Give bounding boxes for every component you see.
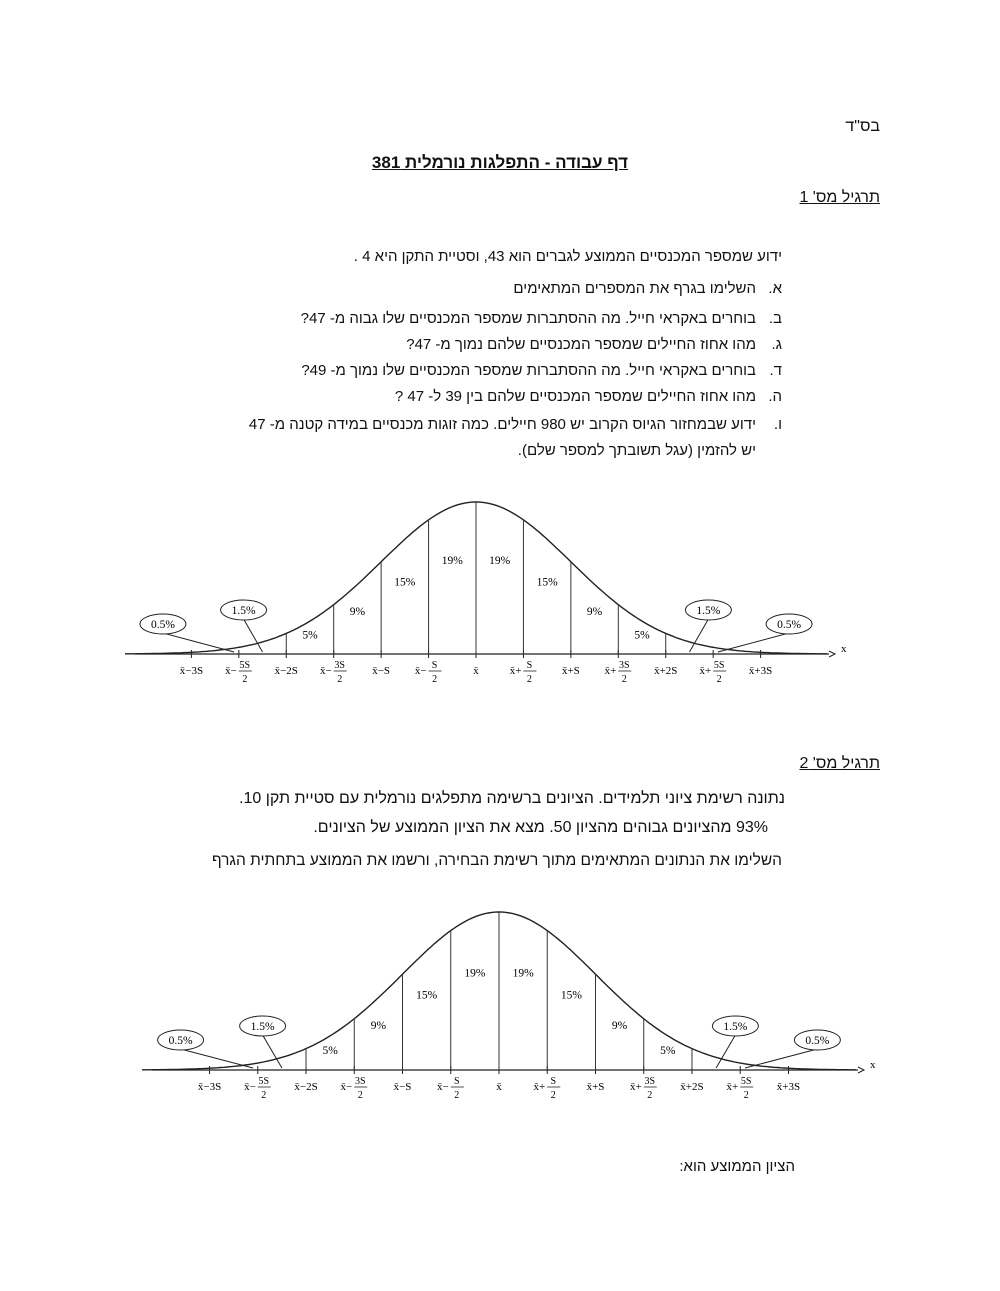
tail-label: 0.5% — [150, 619, 175, 631]
question-letter: ג. — [771, 336, 782, 353]
tick-label-den: 2 — [337, 674, 343, 685]
question-c — [406, 336, 782, 353]
region-label: 5% — [634, 629, 650, 642]
tail-callout — [718, 614, 812, 652]
tick-label-text: x̄+2S — [654, 665, 678, 677]
header-bsd: בס"ד — [845, 118, 880, 135]
tick-label — [726, 1076, 753, 1101]
exercise2-line1: נתונה רשימת ציוני תלמידים. הציונים ברשימה מתפלגים נורמלית עם סטיית תקן 10. — [239, 790, 785, 807]
tick-label-text: x̄−3S — [197, 1081, 222, 1093]
tick-label-num: S — [526, 660, 533, 671]
tick-label — [749, 665, 772, 677]
tick-label-text: x̄−S — [372, 665, 391, 677]
tick-label — [777, 1081, 800, 1093]
region-label: 15% — [394, 576, 416, 589]
region-label: 15% — [416, 989, 438, 1002]
tick-label-base: x̄− — [225, 665, 237, 677]
tick-label-text: x̄+3S — [776, 1081, 801, 1093]
tick-label — [496, 1081, 502, 1093]
tick-label-text: x̄+2S — [680, 1081, 704, 1093]
tick-label-num: 3S — [354, 1076, 366, 1087]
tick-label — [510, 660, 537, 685]
answer-label: הציון הממוצע הוא: — [679, 1158, 795, 1175]
tail-label: 0.5% — [777, 619, 802, 631]
region-label: 19% — [512, 967, 534, 980]
tick-label-base: x̄+ — [533, 1081, 546, 1093]
region-label: 5% — [322, 1044, 338, 1057]
tail-callout — [240, 1016, 286, 1068]
tail-label: 1.5% — [250, 1021, 275, 1033]
tick-label — [415, 660, 442, 685]
tail-callout — [685, 600, 731, 652]
normal-distribution-chart-1 — [115, 490, 855, 700]
question-letter: ו. — [773, 416, 782, 433]
tick-label-den: 2 — [242, 674, 248, 685]
tick-label — [198, 1081, 221, 1093]
tick-label — [372, 665, 390, 677]
question-letter: ד. — [769, 362, 782, 379]
tick-label-num: S — [431, 660, 438, 671]
tail-callout — [745, 1030, 840, 1068]
tick-label — [320, 660, 347, 685]
region-label: 9% — [611, 1019, 628, 1032]
tick-label — [534, 1076, 561, 1101]
tick-label-text: x̄+S — [561, 665, 580, 677]
question-text: בוחרים באקראי חייל. מה ההסתברות שמספר המכנסיים שלו גבוה מ- 47? — [300, 310, 756, 327]
tick-label-num: 5S — [239, 660, 251, 671]
question-text: מהו אחוז החיילים שמספר המכנסיים שלהם בין 39 ל- 47 ? — [394, 388, 756, 405]
tick-label-text: x̄−3S — [179, 665, 204, 677]
exercise1-heading: תרגיל מס' 1 — [799, 189, 880, 206]
region-label: 19% — [464, 967, 486, 980]
tick-label-den: 2 — [550, 1090, 556, 1101]
region-label: 15% — [536, 576, 558, 589]
page-title: דף עבודה - התפלגות נורמלית 381 — [371, 153, 629, 172]
tick-label-num: 5S — [740, 1076, 752, 1087]
tick-label-den: 2 — [647, 1090, 653, 1101]
tick-label-den: 2 — [454, 1090, 460, 1101]
tick-label-text: x̄+3S — [748, 665, 773, 677]
question-a — [513, 280, 782, 297]
tick-label-den: 2 — [261, 1090, 267, 1101]
tick-label-num: S — [550, 1076, 557, 1087]
tick-label-den: 2 — [432, 674, 438, 685]
tick-label-base: x̄− — [319, 665, 332, 677]
tick-label — [605, 660, 632, 685]
tick-label — [654, 665, 677, 677]
tick-label-num: 3S — [644, 1076, 656, 1087]
tick-label — [437, 1076, 464, 1101]
tail-label: 0.5% — [168, 1035, 193, 1047]
tail-label: 1.5% — [231, 605, 256, 617]
tick-label — [275, 665, 298, 677]
tick-label — [244, 1076, 271, 1101]
tick-label-text: x̄−S — [393, 1081, 412, 1093]
question-text: ידוע שבמחזור הגיוס הקרוב יש 980 חיילים. כמה זוגות מכנסיים במידה קטנה מ- 47 — [248, 416, 756, 433]
tick-label-base: x̄+ — [699, 665, 712, 677]
x-axis-arrow — [858, 1067, 864, 1073]
x-axis-label: x — [841, 643, 847, 655]
tick-label — [341, 1076, 368, 1101]
tick-label-den: 2 — [526, 674, 532, 685]
tick-label-den: 2 — [621, 674, 627, 685]
tick-label-base: x̄− — [340, 1081, 353, 1093]
tail-callout — [140, 614, 234, 652]
question-text: בוחרים באקראי חייל. מה ההסתברות שמספר המכנסיים שלו נמוך מ- 49? — [301, 362, 756, 379]
tick-label — [699, 660, 726, 685]
question-e — [395, 388, 782, 405]
question-text: מהו אחוז החיילים שמספר המכנסיים שלהם נמוך מ- 47? — [406, 336, 756, 353]
tick-label — [294, 1081, 317, 1093]
tick-label-base: x̄+ — [604, 665, 617, 677]
tick-label-den: 2 — [357, 1090, 363, 1101]
tick-label — [587, 1081, 605, 1093]
question-d — [301, 362, 782, 379]
tick-label-base: x̄− — [437, 1081, 449, 1093]
tick-label — [180, 665, 203, 677]
tail-label: 1.5% — [723, 1021, 748, 1033]
tick-label — [562, 665, 580, 677]
region-label: 9% — [349, 605, 366, 618]
tick-label-base: x̄+ — [630, 1081, 642, 1093]
tick-label-text: x̄−2S — [294, 1081, 318, 1093]
question-f — [249, 416, 782, 433]
question-text: השלימו בגרף את המספרים המתאימים — [513, 280, 756, 297]
normal-distribution-chart-2 — [128, 893, 880, 1115]
question-letter: א. — [768, 280, 782, 297]
tail-callout — [221, 600, 267, 652]
region-label: 15% — [560, 989, 582, 1002]
question-letter: ה. — [768, 388, 782, 405]
question-f-line2: יש להזמין (עגל תשובתך למספר שלם). — [517, 442, 756, 459]
exercise2-line2: 93% מהציונים גבוהים מהציון 50. מצא את הציון הממוצע של הציונים. — [313, 819, 768, 836]
tick-label-base: x̄+ — [509, 665, 522, 677]
question-b — [301, 310, 782, 327]
tick-label-den: 2 — [716, 674, 722, 685]
region-label: 19% — [489, 555, 511, 568]
tick-label-text: x̄+S — [586, 1081, 605, 1093]
tick-label-num: S — [453, 1076, 460, 1087]
tick-label-text: x̄ — [473, 665, 479, 677]
region-label: 9% — [370, 1019, 387, 1032]
tick-label — [394, 1081, 412, 1093]
tick-label — [630, 1076, 657, 1101]
x-axis-arrow — [829, 651, 835, 657]
tick-label-num: 5S — [258, 1076, 270, 1087]
tail-label: 0.5% — [805, 1035, 830, 1047]
tick-label-text: x̄−2S — [274, 665, 298, 677]
tail-callout — [158, 1030, 253, 1068]
tick-label — [225, 660, 252, 685]
tick-label-den: 2 — [743, 1090, 749, 1101]
region-label: 9% — [586, 605, 603, 618]
region-label: 5% — [302, 629, 318, 642]
tick-label-num: 3S — [334, 660, 345, 671]
question-letter: ב. — [768, 310, 782, 327]
x-axis-label: x — [870, 1059, 876, 1071]
tick-label — [680, 1081, 703, 1093]
tick-label — [473, 665, 479, 677]
tick-label-base: x̄− — [414, 665, 427, 677]
tail-label: 1.5% — [696, 605, 721, 617]
tick-label-base: x̄+ — [726, 1081, 739, 1093]
tick-label-text: x̄ — [496, 1081, 502, 1093]
exercise2-heading: תרגיל מס' 2 — [799, 755, 880, 772]
exercise2-instruction: השלימו את הנתונים המתאימים מתוך רשימת הבחירה, ורשמו את הממוצע בתחתית הגרף — [211, 852, 782, 869]
region-label: 19% — [441, 555, 463, 568]
tick-label-num: 3S — [619, 660, 630, 671]
region-label: 5% — [660, 1044, 676, 1057]
exercise1-intro: ידוע שמספר המכנסיים הממוצע לגברים הוא 43, וסטיית התקן היא 4 . — [353, 248, 782, 265]
tick-label-base: x̄− — [244, 1081, 256, 1093]
tick-label-num: 5S — [713, 660, 725, 671]
tail-callout — [712, 1016, 758, 1068]
